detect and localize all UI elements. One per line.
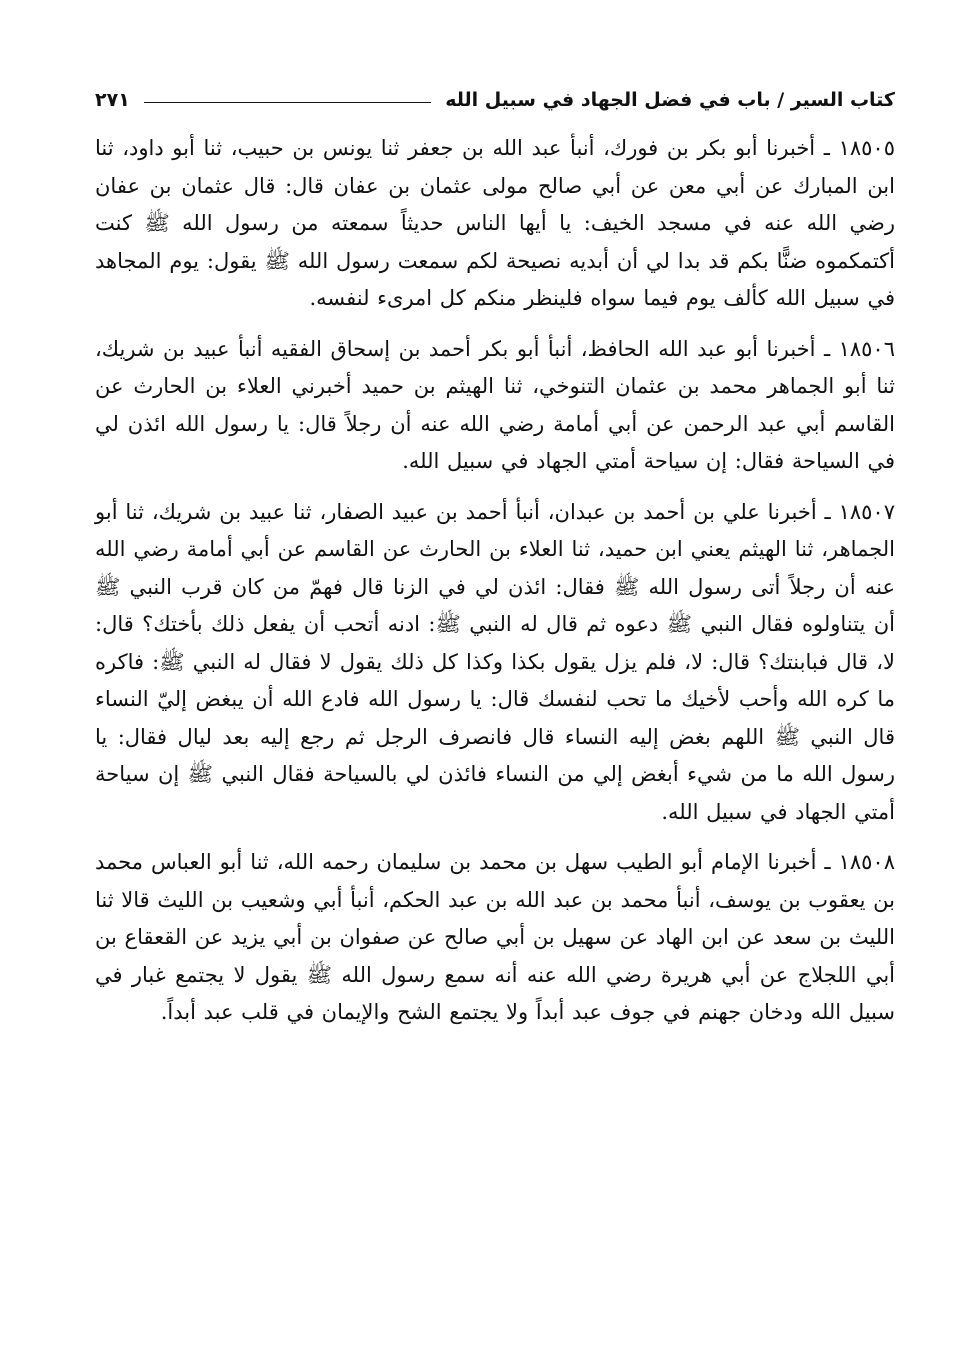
page-number: ٢٧١: [95, 89, 130, 111]
body-text: [95, 130, 895, 1032]
hadith-paragraph: [95, 494, 895, 832]
hadith-number: ١٨٥٠٦: [838, 336, 895, 361]
running-header: [95, 80, 895, 120]
hadith-number: ١٨٥٠٨: [838, 850, 895, 874]
hadith-text: ـ أخبرنا أبو بكر بن فورك، أنبأ عبد الله بن جعفر ثنا يونس بن حبيب، ثنا أبو داود، ثنا ابن المبارك عن أبي معن عن أبي صالح مولى عثمان بن عفان قال: قال عثمان بن عفان رضي الله عنه في مسجد الخيف: يا أيها الناس حديثاً سمعته من رسول الله ﷺ كنت أكتمكموه ضنًّا بكم قد بدا لي أن أبديه نصيحة لكم سمعت رسول الله ﷺ يقول: يوم المجاهد في سبيل الله كألف يوم فيما سواه فلينظر منكم كل امرىء لنفسه.: [95, 136, 895, 310]
hadith-text: ـ أخبرنا علي بن أحمد بن عبدان، أنبأ أحمد بن عبيد الصفار، ثنا عبيد بن شريك، ثنا أبو الجماهر، ثنا الهيثم يعني ابن حميد، ثنا العلاء بن الحارث عن القاسم عن أبي أمامة رضي الله عنه أن رجلاً أتى رسول الله ﷺ فقال: ائذن لي في الزنا قال فهمّ من كان قرب النبي ﷺ أن يتناولوه فقال النبي ﷺ دعوه ثم قال له النبي ﷺ: ادنه أتحب أن يفعل ذلك بأختك؟ قال: لا، قال فبابنتك؟ قال: لا، فلم يزل يقول بكذا وكذا كل ذلك يقول لا فقال له النبي ﷺ: فاكره ما كره الله وأحب لأخيك ما تحب لنفسك قال: يا رسول الله فادع الله أن يبغض إليّ النساء قال النبي ﷺ اللهم بغض إليه النساء قال فانصرف الرجل ثم رجع إليه بعد ليال فقال: يا رسول الله ما من شيء أبغض إلي من النساء فائذن لي بالسياحة فقال النبي ﷺ إن سياحة أمتي الجهاد في سبيل الله.: [95, 499, 895, 824]
hadith-text: ـ أخبرنا الإمام أبو الطيب سهل بن محمد بن سليمان رحمه الله، ثنا أبو العباس محمد بن يعقوب بن يوسف، أنبأ محمد بن عبد الله بن عبد الحكم، أنبأ أبي وشعيب بن الليث قالا ثنا الليث بن سعد عن ابن الهاد عن سهيل بن أبي صالح عن صفوان بن أبي يزيد عن القعقاع بن أبي اللجلاج عن أبي هريرة رضي الله عنه أنه سمع رسول الله ﷺ يقول لا يجتمع غبار في سبيل الله ودخان جهنم في جوف عبد أبداً ولا يجتمع الشح والإيمان في قلب عبد أبداً.: [95, 850, 895, 1024]
hadith-paragraph: [95, 331, 895, 481]
hadith-paragraph: [95, 844, 895, 1032]
book-page: [95, 80, 895, 1320]
header-rule: [144, 102, 431, 103]
hadith-number: ١٨٥٠٧: [838, 499, 895, 524]
hadith-text: ـ أخبرنا أبو عبد الله الحافظ، أنبأ أبو بكر أحمد بن إسحاق الفقيه أنبأ عبيد بن شريك، ثنا أبو الجماهر محمد بن عثمان التنوخي، ثنا الهيثم بن حميد أخبرني العلاء بن الحارث عن القاسم أبي عبد الرحمن عن أبي أمامة رضي الله عنه أن رجلاً قال: يا رسول الله ائذن لي في السياحة فقال: إن سياحة أمتي الجهاد في سبيل الله.: [95, 336, 895, 473]
hadith-paragraph: [95, 130, 895, 318]
running-title: كتاب السير / باب في فضل الجهاد في سبيل الله: [445, 89, 895, 111]
hadith-number: ١٨٥٠٥: [838, 136, 895, 160]
